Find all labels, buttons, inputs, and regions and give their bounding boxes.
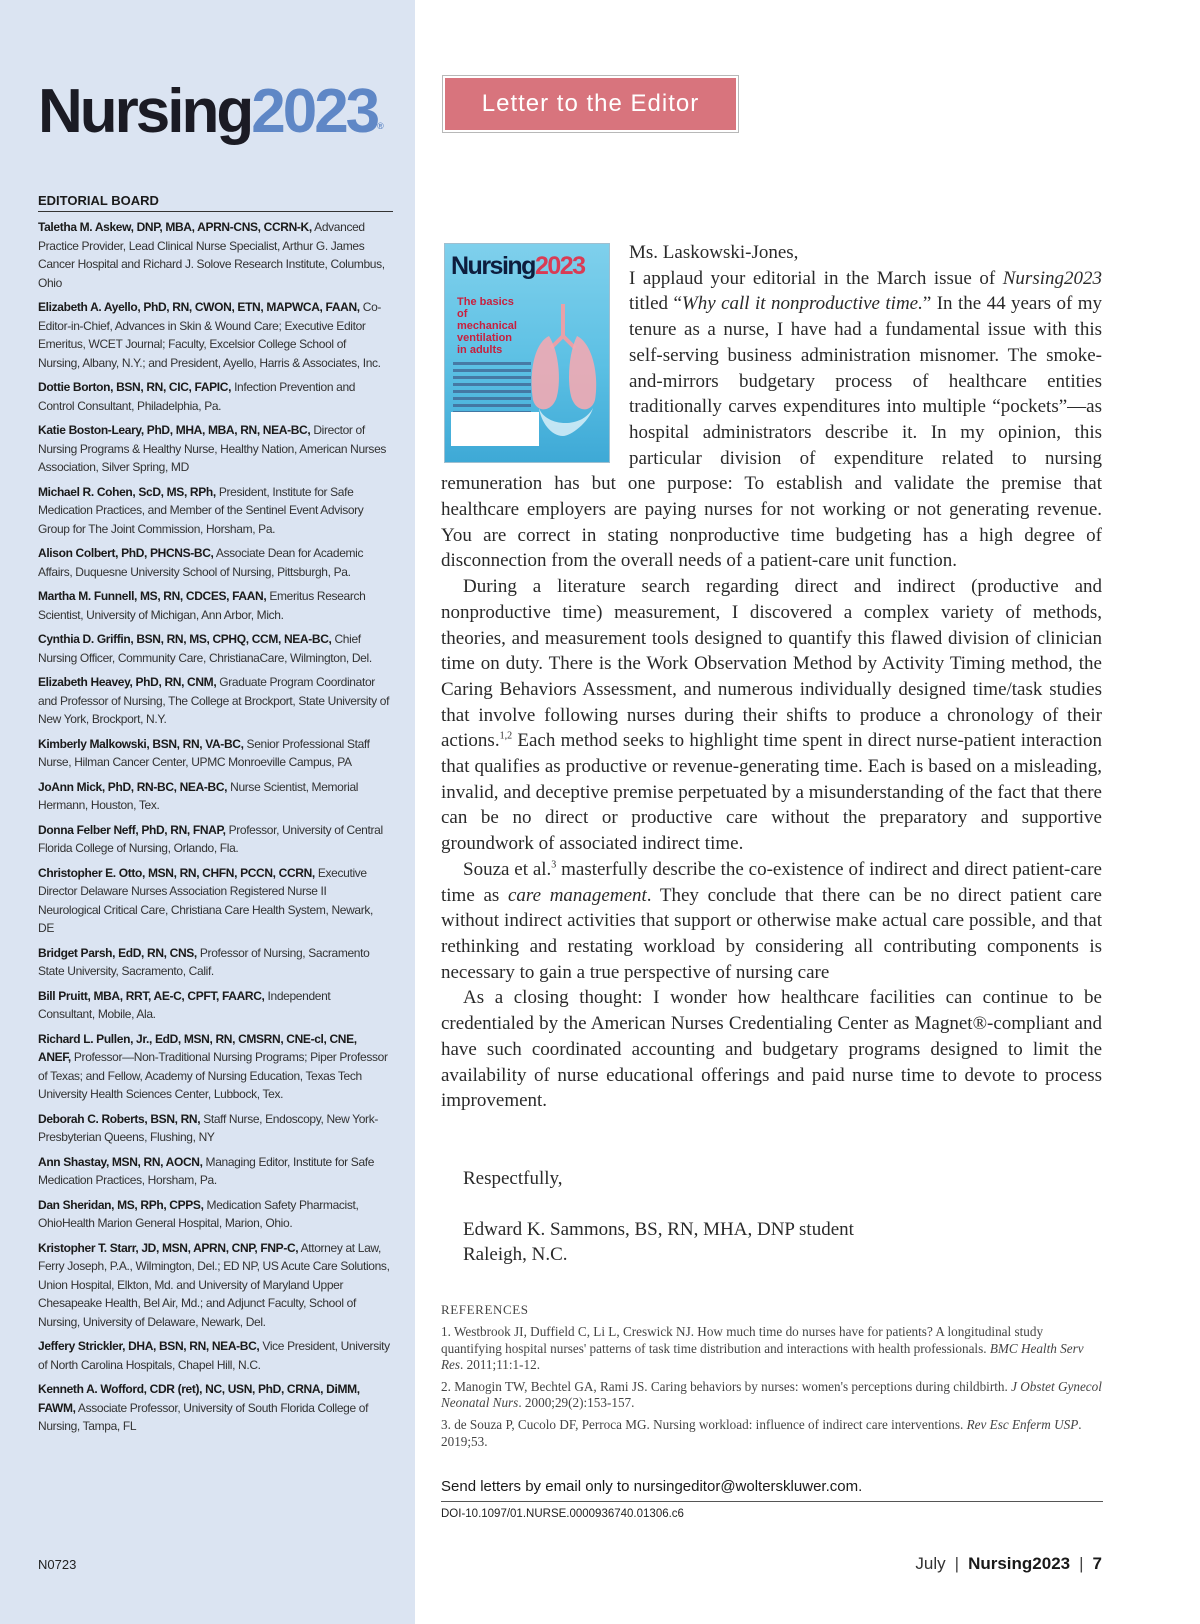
board-member	[38, 544, 390, 581]
board-member	[38, 298, 390, 372]
board-member	[38, 630, 390, 667]
board-member	[38, 587, 390, 624]
board-member-detail: President, Institute for Safe Medication Practices, and Member of the Sentinel Event Advisory Group for The Joint Commission, Horsham, Pa.	[38, 484, 364, 536]
board-member-detail: Director of Nursing Programs & Healthy Nurse, Healthy Nation, American Nurses Association, Silver Spring, MD	[38, 423, 387, 474]
issue-code: N0723	[38, 1557, 77, 1572]
reference-item: 2. Manogin TW, Bechtel GA, Rami JS. Caring behaviors by nurses: women's perceptions during childbirth. J Obstet Gynecol Neonatal Nurs. 2000;29(2):153-157.	[441, 1378, 1102, 1411]
board-member-detail: Advanced Practice Provider, Lead Clinical Nurse Specialist, Arthur G. James Cancer Hospital and Richard J. Solove Research Institute, Columbus, Ohio	[38, 220, 385, 290]
board-member	[38, 987, 390, 1024]
board-member-name: Elizabeth A. Ayello, PhD, RN, CWON, ETN, MAPWCA, FAAN,	[38, 300, 360, 314]
salutation: Ms. Laskowski-Jones,	[629, 242, 799, 263]
board-member-detail: Medication Safety Pharmacist, OhioHealth Marion General Hospital, Marion, Ohio.	[38, 1197, 359, 1230]
board-member-detail: Staff Nurse, Endoscopy, New York-Presbyterian Queens, Flushing, NY	[38, 1111, 378, 1144]
board-member-detail: Vice President, University of North Carolina Hospitals, Chapel Hill, N.C.	[38, 1339, 390, 1372]
section-badge-label: Letter to the Editor	[445, 78, 736, 130]
board-member-detail: Co-Editor-in-Chief, Advances in Skin & Wound Care; Executive Editor Emeritus, WCET Journal; Faculty, Excelsior College School of Nursing, Albany, N.Y.; and President, Ayello, Harris & Associates, Inc.	[38, 300, 382, 370]
board-member-name: Dottie Borton, BSN, RN, CIC, FAPIC,	[38, 380, 232, 394]
author-name: Edward K. Sammons, BS, RN, MHA, DNP student	[463, 1218, 854, 1240]
board-member-name: Bridget Parsh, EdD, RN, CNS,	[38, 945, 197, 960]
board-member-detail: Professor, University of Central Florida College of Nursing, Orlando, Fla.	[38, 822, 383, 855]
board-member-name: Kimberly Malkowski, BSN, RN, VA-BC,	[38, 736, 244, 751]
logo-registered-mark: ®	[377, 121, 384, 131]
nursing2023-logo	[38, 72, 384, 152]
footer-magazine: Nursing2023	[968, 1554, 1071, 1573]
logo-word: Nursing	[38, 77, 252, 146]
logo-year: 2023	[251, 77, 378, 146]
letter-signoff	[463, 1166, 1103, 1268]
reference-item: 1. Westbrook JI, Duffield C, Li L, Creswick NJ. How much time do nurses have for patients? A longitudinal study quantifying hospital nurses' patterns of task time distribution and interactions with health professionals. BMC Health Serv Res. 2011;11:1-12.	[441, 1324, 1084, 1373]
board-member	[38, 1196, 390, 1233]
cover-headline: The basics of mechanical ventilation in adults	[457, 296, 517, 356]
board-member	[38, 944, 390, 981]
reference-item: 3. de Souza P, Cucolo DF, Perroca MG. Nursing workload: influence of indirect care interventions. Rev Esc Enferm USP. 2019;53.	[441, 1416, 1082, 1449]
letter-paragraph-1: I applaud your editorial in the March issue of Nursing2023 titled “Why call it nonproductive time.” In the 44 years of my tenure as a nurse, I have had a fundamental issue with this self-serving business administration misnomer. The smoke-and-mirrors budgetary process of healthcare entities traditionally carves expenditures into multiple “pockets”—as hospital administrators describe it. In my opinion, this particular division of expenditure related to nursing remuneration has but one purpose: To establish and validate the premise that healthcare employers are paying nurses for not working or not generating revenue. You are correct in stating nonproductive time budgeting has a high degree of disconnection from the overall needs of a patient-care unit function.	[441, 267, 1103, 572]
board-member-detail: Associate Dean for Academic Affairs, Duquesne University School of Nursing, Pittsburgh, Pa.	[38, 546, 364, 579]
board-member-name: Elizabeth Heavey, PhD, RN, CNM,	[38, 675, 217, 689]
board-member	[38, 673, 390, 729]
board-member-detail: Executive Director Delaware Nurses Association Registered Nurse II Neurological Critical Care, Christiana Care Health System, Newark, DE	[38, 865, 374, 935]
board-member-name: Michael R. Cohen, ScD, MS, RPh,	[38, 484, 216, 499]
board-member	[38, 821, 390, 858]
footer-separator: |	[1079, 1554, 1084, 1573]
letter-paragraph-3: Souza et al.$^3$ masterfully describe the co-existence of indirect and direct patient-care time as care management. They conclude that there can be no direct patient care without indirect activities that support or otherwise make actual care possible, and that rethinking and restating workload by considering all contributing components is necessary to gain a true perspective of nursing care	[441, 858, 1102, 983]
board-member-name: Martha M. Funnell, MS, RN, CDCES, FAAN,	[38, 589, 267, 603]
board-member	[38, 483, 390, 539]
board-member-name: Ann Shastay, MSN, RN, AOCN,	[38, 1154, 203, 1169]
letter-body	[441, 240, 1102, 1114]
board-member-detail: Infection Prevention and Control Consultant, Philadelphia, Pa.	[38, 380, 356, 413]
board-member-detail: Professor—Non-Traditional Nursing Programs; Piper Professor of Texas; and Fellow, Academy of Nursing Education, Texas Tech University Health Sciences Center, Lubbock, Tex.	[38, 1050, 388, 1101]
board-member-name: Kenneth A. Wofford, CDR (ret), NC, USN, PhD, CRNA, DiMM, FAWM,	[38, 1382, 360, 1415]
board-member	[38, 1380, 390, 1436]
footer-separator: |	[954, 1554, 960, 1573]
board-member-name: JoAnn Mick, PhD, RN-BC, NEA-BC,	[38, 779, 228, 794]
board-member-name: Dan Sheridan, MS, RPh, CPPS,	[38, 1197, 204, 1212]
references-list	[441, 1324, 1103, 1455]
board-member	[38, 1030, 390, 1104]
section-badge	[442, 75, 739, 133]
board-member-name: Alison Colbert, PhD, PHCNS-BC,	[38, 546, 214, 560]
cover-logo-word: Nursing	[451, 252, 535, 280]
board-member-detail: Nurse Scientist, Memorial Hermann, Houston, Tex.	[38, 779, 359, 812]
board-member	[38, 778, 390, 815]
editorial-board-title: EDITORIAL BOARD	[38, 193, 393, 212]
board-member-name: Donna Felber Neff, PhD, RN, FNAP,	[38, 822, 226, 837]
page-footer	[915, 1554, 1102, 1574]
board-member-detail: Associate Professor, University of South Florida College of Nursing, Tampa, FL	[38, 1400, 369, 1433]
board-member	[38, 864, 390, 938]
board-member-name: Christopher E. Otto, MSN, RN, CHFN, PCCN, CCRN,	[38, 865, 315, 880]
board-member-detail: Senior Professional Staff Nurse, Hilman Cancer Center, UPMC Monroeville Campus, PA	[38, 736, 370, 769]
board-member-detail: Emeritus Research Scientist, University of Michigan, Ann Arbor, Mich.	[38, 589, 366, 622]
author-location: Raleigh, N.C.	[463, 1244, 568, 1266]
board-member-name: Deborah C. Roberts, BSN, RN,	[38, 1111, 201, 1126]
doi: DOI-10.1097/01.NURSE.0000936740.01306.c6	[441, 1508, 684, 1520]
board-member-detail: Independent Consultant, Mobile, Ala.	[38, 988, 331, 1021]
board-member	[38, 218, 390, 292]
page-number: 7	[1092, 1554, 1102, 1573]
board-member-name: Jeffery Strickler, DHA, BSN, RN, NEA-BC,	[38, 1339, 260, 1353]
editorial-board-list	[38, 218, 390, 1442]
editorial-sidebar	[0, 0, 415, 1624]
send-letters-note: Send letters by email only to nursingeditor@wolterskluwer.com.	[441, 1478, 1103, 1502]
letter-paragraph-2: During a literature search regarding direct and indirect (productive and nonproductive time) measurement, I discovered a complex variety of methods, theories, and measurement tools designed to quantify this flawed division of clinician time on duty. There is the Work Observation Method by Activity Timing method, the Caring Behaviors Assessment, and numerous individually designed time/task studies that involve following nurses during their shifts to produce a chronology of their actions.$^{1,2}$ Each method seeks to highlight time spent in direct nurse-patient interaction that qualifies as productive or revenue-generating time. Each is based on a misleading, invalid, and deceptive premise perpetuated by a misunderstanding of the fact that there can be no direct or productive care without the preparatory and supportive groundwork of associated indirect time.	[441, 576, 1102, 855]
board-member	[38, 735, 390, 772]
board-member-detail: Graduate Program Coordinator and Professor of Nursing, The College at Brockport, State University of New York, Brockport, N.Y.	[38, 675, 390, 726]
board-member-name: Kristopher T. Starr, JD, MSN, APRN, CNP, FNP-C,	[38, 1240, 299, 1255]
footer-month: July	[915, 1554, 946, 1573]
board-member-detail: Attorney at Law, Ferry Joseph, P.A., Wilmington, Del.; ED NP, US Acute Care Solutions, Union Hospital, Elkton, Md. and University of Maryland Upper Chesapeake Health, Bel Air, Md.; and Adjunct Faculty, School of Nursing, University of Delaware, Newark, Del.	[38, 1240, 390, 1329]
board-member	[38, 378, 390, 415]
closing: Respectfully,	[463, 1168, 563, 1189]
cover-image-wrap-space	[441, 240, 629, 464]
board-member	[38, 1153, 390, 1190]
board-member	[38, 1239, 390, 1332]
board-member	[38, 1110, 390, 1147]
references-title: REFERENCES	[441, 1302, 529, 1317]
board-member	[38, 421, 390, 477]
letter-paragraph-4: As a closing thought: I wonder how healthcare facilities can continue to be credentialed by the American Nurses Credentialing Center as Magnet®-compliant and have such coordinated accounting and budgetary programs designed to limit the availability of nurse educational offerings and paid nurse time to devote to process improvement.	[441, 987, 1102, 1112]
board-member-name: Bill Pruitt, MBA, RRT, AE-C, CPFT, FAARC,	[38, 988, 265, 1003]
board-member-detail: Managing Editor, Institute for Safe Medication Practices, Horsham, Pa.	[38, 1154, 375, 1187]
board-member-detail: Professor of Nursing, Sacramento State University, Sacramento, Calif.	[38, 945, 370, 978]
board-member-name: Taletha M. Askew, DNP, MBA, APRN-CNS, CCRN-K,	[38, 220, 312, 234]
board-member-name: Richard L. Pullen, Jr., EdD, MSN, RN, CMSRN, CNE-cl, CNE, ANEF,	[38, 1031, 357, 1064]
cover-logo-year: 2023	[534, 252, 585, 280]
board-member-name: Cynthia D. Griffin, BSN, RN, MS, CPHQ, CCM, NEA-BC,	[38, 632, 332, 646]
board-member	[38, 1337, 390, 1374]
board-member-name: Katie Boston-Leary, PhD, MHA, MBA, RN, NEA-BC,	[38, 423, 311, 437]
board-member-detail: Chief Nursing Officer, Community Care, ChristianaCare, Wilmington, Del.	[38, 632, 372, 665]
